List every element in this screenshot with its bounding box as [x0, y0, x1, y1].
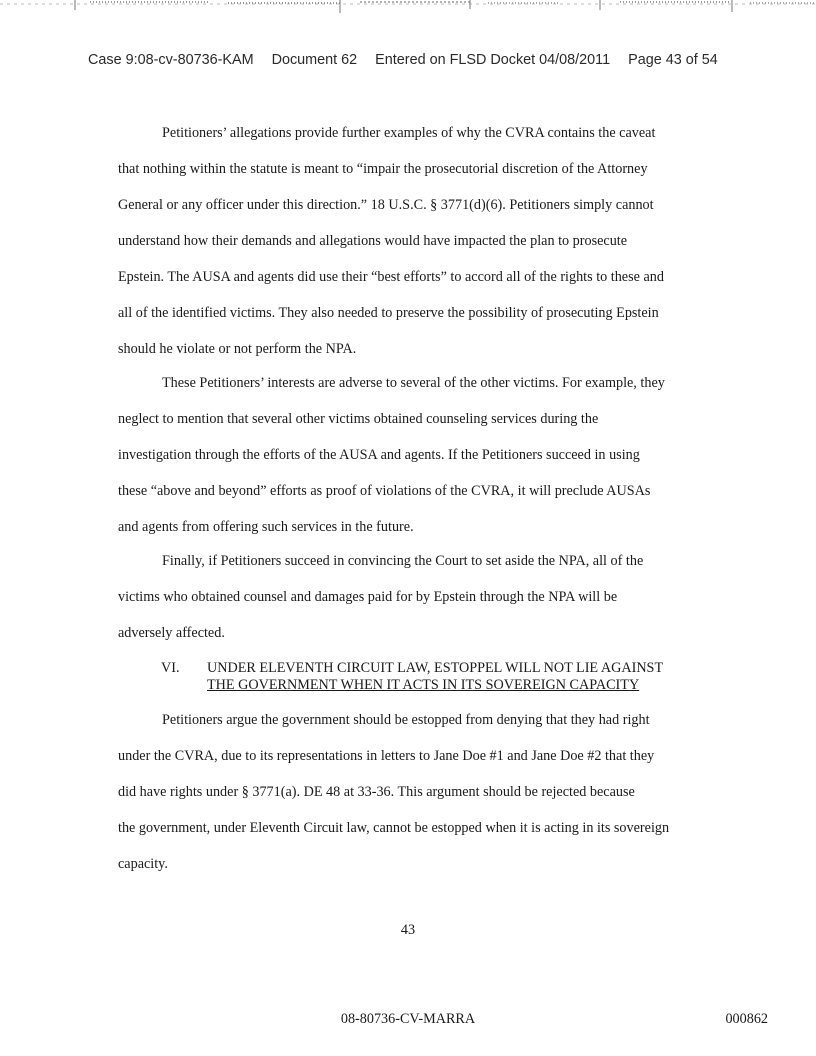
text-line: Petitioners argue the government should be estopped from denying that they had right — [162, 712, 650, 728]
scan-artifact-bar — [0, 0, 816, 16]
text-line: that nothing within the statute is meant to “impair the prosecutorial discretion of the Attorney — [118, 161, 648, 177]
footer-case-number: 08-80736-CV-MARRA — [340, 1011, 476, 1027]
section-title-line-1: UNDER ELEVENTH CIRCUIT LAW, ESTOPPEL WILL NOT LIE AGAINST — [207, 660, 664, 676]
text-line: neglect to mention that several other victims obtained counseling services during the — [118, 411, 599, 427]
section-title-line-2: THE GOVERNMENT WHEN IT ACTS IN ITS SOVEREIGN CAPACITY — [207, 677, 640, 693]
text-line: Petitioners’ allegations provide further examples of why the CVRA contains the caveat — [162, 125, 656, 141]
text-line: investigation through the efforts of the AUSA and agents. If the Petitioners succeed in using — [118, 447, 640, 463]
docket-header — [88, 52, 776, 68]
text-line: all of the identified victims. They also needed to preserve the possibility of prosecuting Epstein — [118, 305, 659, 321]
header-page: Page 43 of 54 — [628, 52, 718, 68]
paragraph-set-aside-npa — [118, 543, 703, 651]
header-case: Case 9:08-cv-80736-KAM — [88, 52, 254, 68]
text-line: adversely affected. — [118, 625, 225, 641]
text-line: capacity. — [118, 856, 168, 872]
section-title — [207, 660, 663, 694]
footer-bates-number: 000862 — [725, 1011, 768, 1027]
text-line: victims who obtained counsel and damages paid for by Epstein through the NPA will be — [118, 589, 618, 605]
text-line: should he violate or not perform the NPA. — [118, 341, 357, 357]
paragraph-cvra-caveat — [118, 115, 703, 367]
header-document: Document 62 — [271, 52, 358, 68]
text-line: and agents from offering such services in the future. — [118, 519, 414, 535]
text-line: understand how their demands and allegations would have impacted the plan to prosecute — [118, 233, 628, 249]
paragraph-estoppel-argument — [118, 702, 703, 882]
text-line: These Petitioners’ interests are adverse to several of the other victims. For example, they — [162, 375, 665, 391]
text-line: Finally, if Petitioners succeed in convincing the Court to set aside the NPA, all of the — [162, 553, 644, 569]
page-number: 43 — [400, 922, 416, 938]
text-line: these “above and beyond” efforts as proof of violations of the CVRA, it will preclude AUSAs — [118, 483, 651, 499]
section-number: VI. — [161, 660, 180, 676]
header-entered: Entered on FLSD Docket 04/08/2011 — [375, 52, 611, 68]
text-line: under the CVRA, due to its representations in letters to Jane Doe #1 and Jane Doe #2 that they — [118, 748, 655, 764]
text-line: General or any officer under this direction.” 18 U.S.C. § 3771(d)(6). Petitioners simply cannot — [118, 197, 654, 213]
text-line: Epstein. The AUSA and agents did use their “best efforts” to accord all of the rights to these and — [118, 269, 664, 285]
text-line: did have rights under § 3771(a). DE 48 at 33-36. This argument should be rejected because — [118, 784, 635, 800]
paragraph-adverse-interests — [118, 365, 703, 545]
text-line: the government, under Eleventh Circuit law, cannot be estopped when it is acting in its sovereign — [118, 820, 670, 836]
